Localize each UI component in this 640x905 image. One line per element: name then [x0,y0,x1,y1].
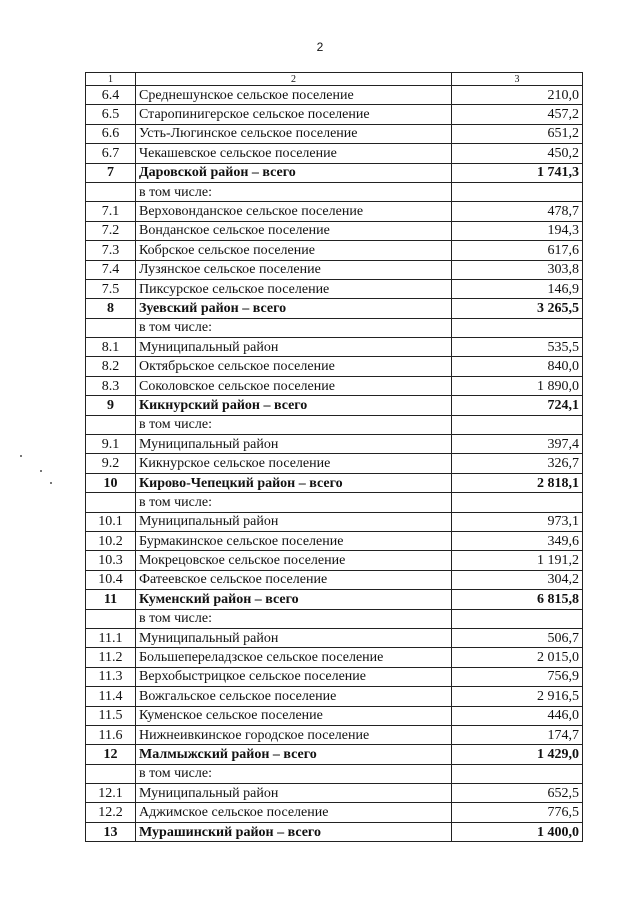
cell-name: в том числе: [136,318,452,337]
cell-number: 11.3 [86,667,136,686]
cell-number: 11.2 [86,648,136,667]
cell-value: 506,7 [452,628,583,647]
table-row-total [86,299,583,318]
cell-value [452,493,583,512]
cell-number: 11.4 [86,687,136,706]
cell-name: в том числе: [136,609,452,628]
cell-name: Усть-Люгинское сельское поселение [136,124,452,143]
cell-name: в том числе: [136,764,452,783]
column-header-2: 2 [136,73,452,86]
cell-name: Аджимское сельское поселение [136,803,452,822]
cell-name: Вонданское сельское поселение [136,221,452,240]
cell-number: 7.2 [86,221,136,240]
table-row [86,202,583,221]
cell-number [86,764,136,783]
cell-name: Зуевский район – всего [136,299,452,318]
cell-name: Старопинигерское сельское поселение [136,105,452,124]
cell-number [86,609,136,628]
table-row [86,221,583,240]
cell-number: 12.1 [86,784,136,803]
cell-value: 1 429,0 [452,745,583,764]
cell-value [452,764,583,783]
table-row [86,648,583,667]
cell-name: Муниципальный район [136,435,452,454]
cell-number: 13 [86,822,136,841]
cell-value: 756,9 [452,667,583,686]
cell-number: 10.1 [86,512,136,531]
cell-value: 973,1 [452,512,583,531]
cell-value: 210,0 [452,86,583,105]
table-row [86,803,583,822]
table-row [86,144,583,163]
cell-number: 11 [86,590,136,609]
cell-name: Муниципальный район [136,628,452,647]
cell-name: Куменский район – всего [136,590,452,609]
cell-name: Нижнеивкинское городское поселение [136,725,452,744]
table-row [86,338,583,357]
cell-number [86,493,136,512]
table-row [86,435,583,454]
cell-name: Верховонданское сельское поселение [136,202,452,221]
table-row [86,454,583,473]
cell-number: 7.5 [86,279,136,298]
table-row-total [86,473,583,492]
cell-number: 10 [86,473,136,492]
table-row [86,784,583,803]
cell-name: Даровской район – всего [136,163,452,182]
table-row [86,706,583,725]
cell-name: Вожгальское сельское поселение [136,687,452,706]
page-number: 2 [316,40,324,54]
cell-name: Лузянское сельское поселение [136,260,452,279]
cell-number: 7 [86,163,136,182]
cell-name: Верхобыстрицкое сельское поселение [136,667,452,686]
table-row [86,105,583,124]
cell-value: 1 890,0 [452,376,583,395]
cell-name: Большепереладзское сельское поселение [136,648,452,667]
cell-number: 9.1 [86,435,136,454]
cell-value: 3 265,5 [452,299,583,318]
table-row [86,318,583,337]
table-row [86,725,583,744]
cell-number: 8.3 [86,376,136,395]
cell-number: 8.2 [86,357,136,376]
table-body [86,86,583,842]
cell-value: 304,2 [452,570,583,589]
cell-name: Куменское сельское поселение [136,706,452,725]
table-row [86,609,583,628]
cell-name: Муниципальный район [136,338,452,357]
cell-number: 8 [86,299,136,318]
table-row [86,512,583,531]
table-row [86,531,583,550]
cell-value: 776,5 [452,803,583,822]
table-row [86,241,583,260]
cell-value: 2 015,0 [452,648,583,667]
cell-name: Муниципальный район [136,784,452,803]
table-row-total [86,822,583,841]
cell-name: Чекашевское сельское поселение [136,144,452,163]
scan-speck [20,455,22,457]
cell-value: 194,3 [452,221,583,240]
data-table [85,72,583,842]
cell-value: 617,6 [452,241,583,260]
cell-number: 7.1 [86,202,136,221]
cell-value: 1 191,2 [452,551,583,570]
cell-value: 478,7 [452,202,583,221]
cell-value: 652,5 [452,784,583,803]
cell-number: 11.1 [86,628,136,647]
cell-value: 349,6 [452,531,583,550]
cell-value: 2 818,1 [452,473,583,492]
cell-value [452,609,583,628]
cell-number: 6.5 [86,105,136,124]
cell-number [86,318,136,337]
table-row-total [86,163,583,182]
cell-number: 10.3 [86,551,136,570]
table-row [86,570,583,589]
cell-value [452,318,583,337]
cell-value: 457,2 [452,105,583,124]
cell-name: Соколовское сельское поселение [136,376,452,395]
cell-number: 8.1 [86,338,136,357]
cell-name: Малмыжский район – всего [136,745,452,764]
cell-value [452,182,583,201]
cell-name: Фатеевское сельское поселение [136,570,452,589]
cell-number: 6.6 [86,124,136,143]
table-row [86,182,583,201]
cell-number: 9 [86,396,136,415]
table-row [86,551,583,570]
table-row [86,628,583,647]
cell-number [86,415,136,434]
header-row [86,73,583,86]
cell-name: Кобрское сельское поселение [136,241,452,260]
cell-number: 12.2 [86,803,136,822]
table-row [86,376,583,395]
cell-value: 724,1 [452,396,583,415]
cell-value: 397,4 [452,435,583,454]
cell-name: в том числе: [136,493,452,512]
table-row-total [86,396,583,415]
cell-value: 450,2 [452,144,583,163]
cell-name: в том числе: [136,415,452,434]
column-header-1: 1 [86,73,136,86]
cell-value: 446,0 [452,706,583,725]
cell-value: 303,8 [452,260,583,279]
cell-number [86,182,136,201]
cell-number: 10.2 [86,531,136,550]
table-row [86,687,583,706]
column-header-3: 3 [452,73,583,86]
cell-number: 12 [86,745,136,764]
cell-name: Пиксурское сельское поселение [136,279,452,298]
table-row [86,357,583,376]
cell-value: 840,0 [452,357,583,376]
cell-number: 6.4 [86,86,136,105]
table-row [86,86,583,105]
table-row [86,493,583,512]
table-row [86,279,583,298]
table-row [86,124,583,143]
cell-number: 11.6 [86,725,136,744]
scan-speck [40,470,42,472]
scan-speck [50,482,52,484]
cell-value: 326,7 [452,454,583,473]
cell-value: 535,5 [452,338,583,357]
cell-name: в том числе: [136,182,452,201]
cell-value [452,415,583,434]
cell-number: 10.4 [86,570,136,589]
cell-name: Кикнурский район – всего [136,396,452,415]
table-row [86,415,583,434]
cell-name: Кирово-Чепецкий район – всего [136,473,452,492]
cell-value: 1 741,3 [452,163,583,182]
table-row-total [86,590,583,609]
table-row [86,667,583,686]
table-row-total [86,745,583,764]
table-row [86,260,583,279]
cell-number: 11.5 [86,706,136,725]
cell-number: 9.2 [86,454,136,473]
cell-value: 146,9 [452,279,583,298]
table-row [86,764,583,783]
cell-value: 174,7 [452,725,583,744]
cell-name: Кикнурское сельское поселение [136,454,452,473]
cell-value: 2 916,5 [452,687,583,706]
cell-name: Октябрьское сельское поселение [136,357,452,376]
cell-value: 1 400,0 [452,822,583,841]
cell-name: Среднешунское сельское поселение [136,86,452,105]
cell-number: 7.3 [86,241,136,260]
cell-value: 6 815,8 [452,590,583,609]
cell-name: Бурмакинское сельское поселение [136,531,452,550]
cell-name: Мокрецовское сельское поселение [136,551,452,570]
cell-number: 7.4 [86,260,136,279]
cell-value: 651,2 [452,124,583,143]
cell-number: 6.7 [86,144,136,163]
cell-name: Муниципальный район [136,512,452,531]
cell-name: Мурашинский район – всего [136,822,452,841]
